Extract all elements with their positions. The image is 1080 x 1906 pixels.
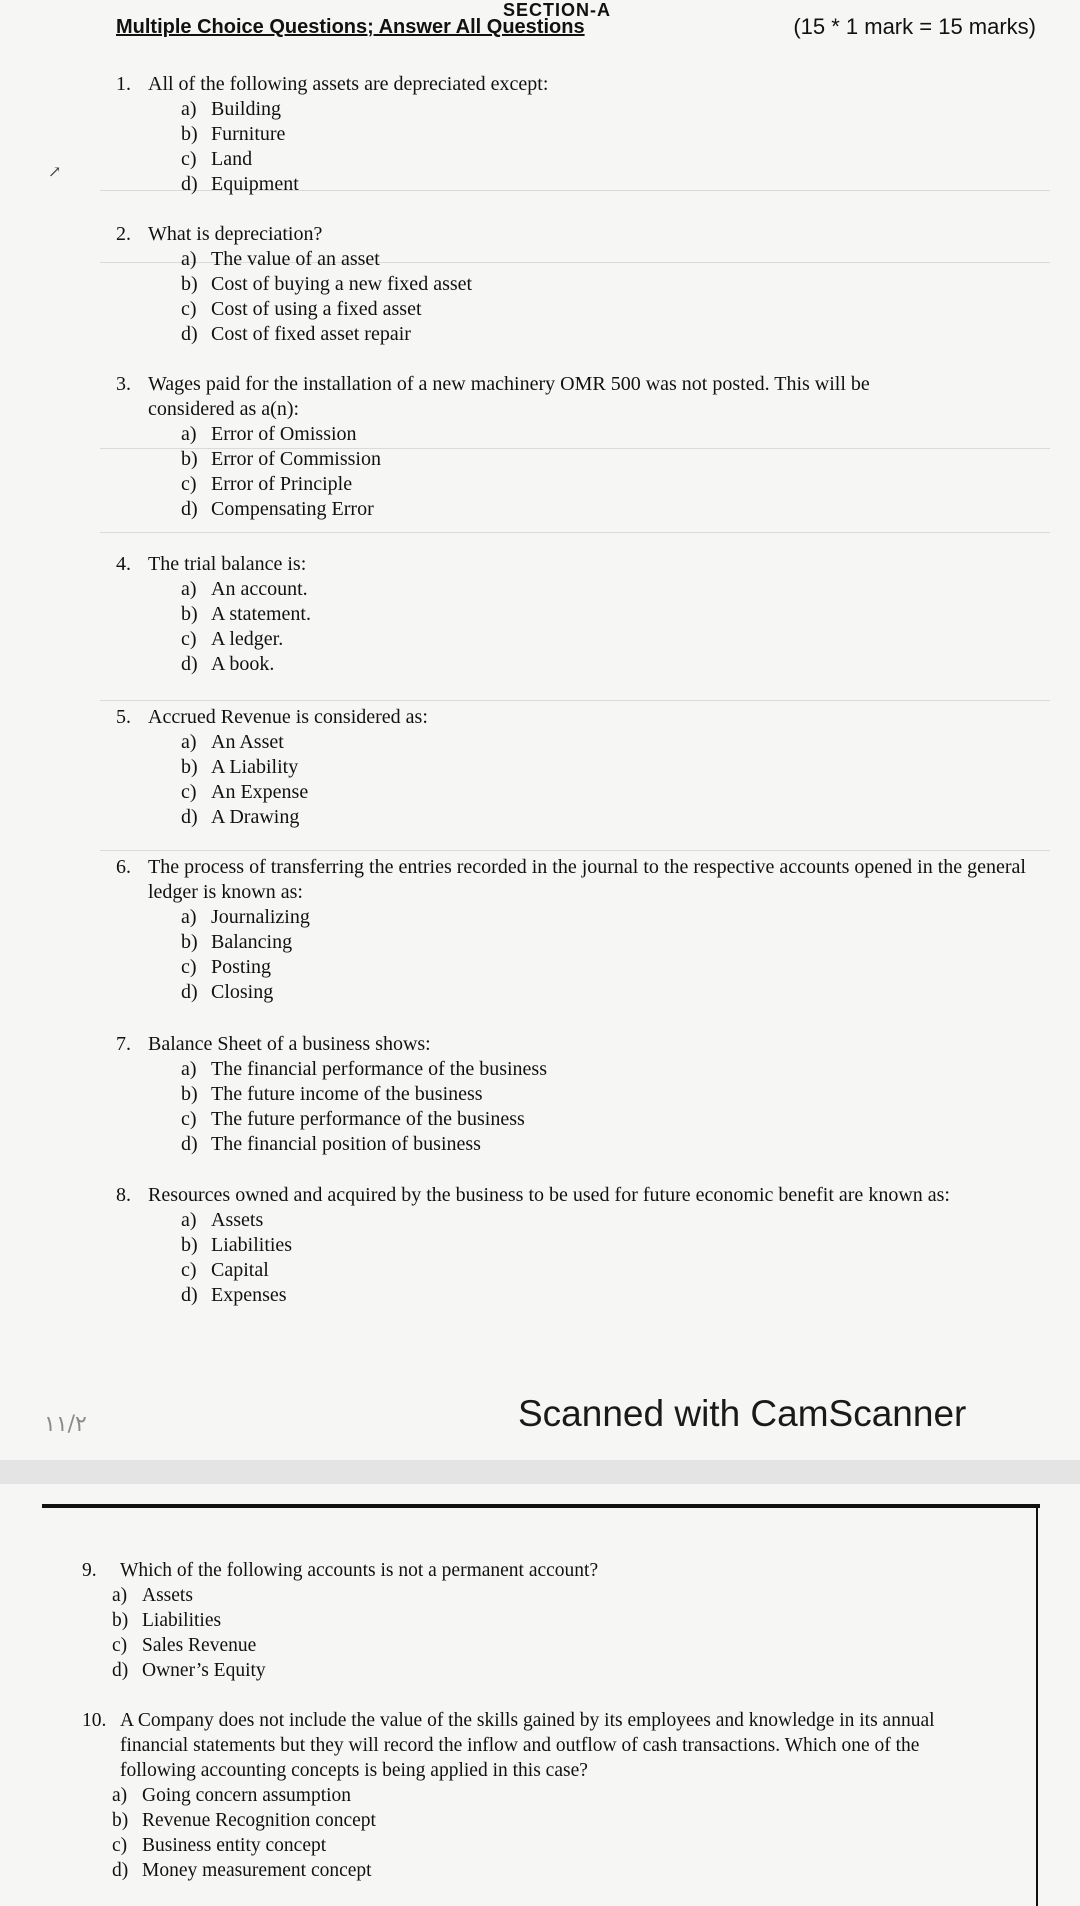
question-stem: What is depreciation? [148, 223, 323, 245]
question-8 [116, 1183, 1060, 1308]
option-c: c) Sales Revenue [112, 1635, 257, 1656]
option-b: b) Liabilities [181, 1234, 293, 1256]
question-number: 5. [116, 706, 131, 728]
option-c: c) Posting [181, 956, 272, 978]
header-row [116, 16, 1036, 46]
question-number: 10. [82, 1710, 107, 1731]
question-1 [116, 72, 1056, 197]
option-b: b) The future income of the business [181, 1083, 483, 1105]
option-d: d) A Drawing [181, 806, 300, 828]
option-a: a) The financial performance of the business [181, 1058, 547, 1080]
section-title: SECTION-A [503, 0, 611, 20]
option-d: d) Compensating Error [181, 498, 374, 520]
question-stem: Which of the following accounts is not a permanent account? [120, 1560, 599, 1581]
page-number: ١١/٢ [44, 1412, 87, 1437]
option-c: c) A ledger. [181, 628, 284, 650]
camscanner-watermark: Scanned with CamScanner [518, 1393, 967, 1434]
question-stem: The process of transferring the entries recorded in the journal to the respective accounts opened in the general ledger is known as: [148, 856, 1026, 903]
pen-mark-icon: ↗ [48, 164, 62, 181]
question-2 [116, 222, 1056, 347]
option-b: b) Cost of buying a new fixed asset [181, 273, 473, 295]
page-divider [0, 1460, 1080, 1484]
option-d: d) Closing [181, 981, 274, 1003]
option-d: d) Equipment [181, 173, 299, 195]
option-c: c) An Expense [181, 781, 309, 803]
question-number: 6. [116, 856, 131, 878]
question-stem: Wages paid for the installation of a new machinery OMR 500 was not posted. This will be considered as a(n): [148, 373, 870, 420]
option-c: c) Cost of using a fixed asset [181, 298, 422, 320]
option-b: b) A Liability [181, 756, 299, 778]
question-number: 8. [116, 1184, 131, 1206]
option-a: a) Assets [112, 1585, 193, 1606]
option-c: c) Error of Principle [181, 473, 353, 495]
option-a: a) The value of an asset [181, 248, 380, 270]
option-a: a) Error of Omission [181, 423, 357, 445]
question-7 [116, 1032, 1056, 1157]
question-4 [116, 552, 1056, 677]
mcq-title: Multiple Choice Questions; Answer All Questions [116, 16, 585, 38]
question-stem: The trial balance is: [148, 553, 307, 575]
option-d: d) Owner’s Equity [112, 1660, 266, 1681]
question-number: 7. [116, 1033, 131, 1055]
option-c: c) Land [181, 148, 253, 170]
question-number: 4. [116, 553, 131, 575]
option-b: b) Balancing [181, 931, 293, 953]
frame-border-right [1036, 1504, 1038, 1906]
marks-allocation: (15 * 1 mark = 15 marks) [793, 14, 1036, 39]
option-d: d) Expenses [181, 1284, 287, 1306]
bleed-line [100, 850, 1050, 851]
option-a: a) Building [181, 98, 282, 120]
option-d: d) The financial position of business [181, 1133, 481, 1155]
option-d: d) Cost of fixed asset repair [181, 323, 411, 345]
option-b: b) Error of Commission [181, 448, 381, 470]
scanned-page-2 [0, 1484, 1080, 1906]
option-d: d) A book. [181, 653, 275, 675]
frame-border-top [42, 1504, 1040, 1508]
question-10 [82, 1708, 982, 1883]
question-5 [116, 705, 1056, 830]
option-a: a) An account. [181, 578, 308, 600]
question-stem: Balance Sheet of a business shows: [148, 1033, 431, 1055]
question-stem: All of the following assets are depreciated except: [148, 73, 549, 95]
option-a: a) An Asset [181, 731, 284, 753]
option-b: b) A statement. [181, 603, 311, 625]
option-a: a) Assets [181, 1209, 264, 1231]
option-a: a) Journalizing [181, 906, 310, 928]
question-number: 2. [116, 223, 131, 245]
option-d: d) Money measurement concept [112, 1860, 372, 1881]
option-b: b) Revenue Recognition concept [112, 1810, 376, 1831]
bleed-line [100, 532, 1050, 533]
question-9 [82, 1558, 1022, 1683]
question-stem: Resources owned and acquired by the business to be used for future economic benefit are known as: [148, 1184, 950, 1206]
option-c: c) The future performance of the business [181, 1108, 525, 1130]
question-stem: Accrued Revenue is considered as: [148, 706, 428, 728]
option-a: a) Going concern assumption [112, 1785, 352, 1806]
bleed-line [100, 700, 1050, 701]
question-3 [116, 372, 956, 522]
question-number: 1. [116, 73, 131, 95]
option-b: b) Furniture [181, 123, 286, 145]
option-c: c) Capital [181, 1259, 269, 1281]
option-b: b) Liabilities [112, 1610, 222, 1631]
question-6 [116, 855, 1026, 1005]
option-c: c) Business entity concept [112, 1835, 327, 1856]
question-number: 9. [82, 1560, 97, 1581]
question-stem: A Company does not include the value of the skills gained by its employees and knowledge in its annual financial statements but they will record the inflow and outflow of cash transactions. Which one of the following accounting concepts is being applied in this case? [120, 1710, 935, 1781]
question-number: 3. [116, 373, 131, 395]
